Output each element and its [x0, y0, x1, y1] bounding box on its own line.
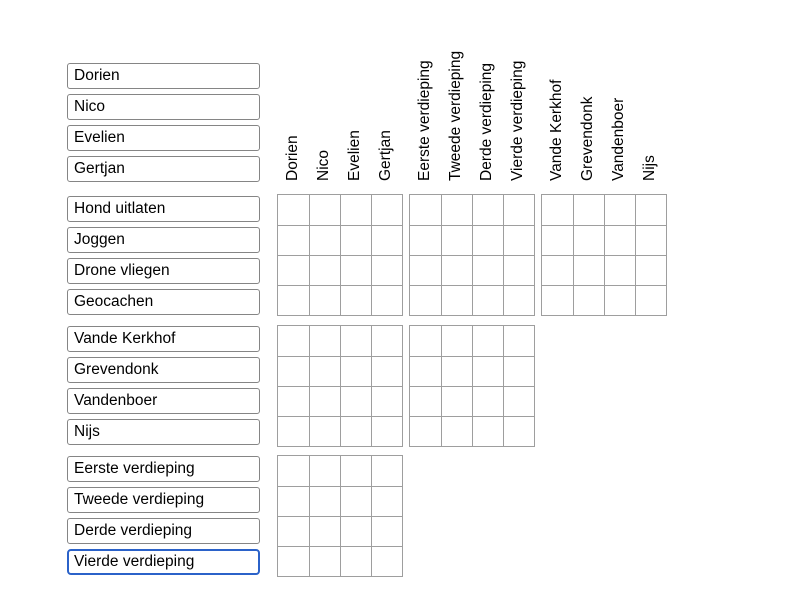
- grid-cell[interactable]: [604, 225, 635, 255]
- grid-cell[interactable]: [371, 516, 402, 546]
- grid-cell[interactable]: [371, 456, 402, 486]
- grid-cell[interactable]: [309, 516, 340, 546]
- grid-cell[interactable]: [340, 456, 371, 486]
- grid-cell[interactable]: [340, 255, 371, 285]
- grid-cell[interactable]: [309, 456, 340, 486]
- grid-cell[interactable]: [573, 195, 604, 225]
- col-header-grevendonk: Grevendonk: [579, 96, 596, 181]
- grid-cell[interactable]: [542, 225, 573, 255]
- grid-cell[interactable]: [472, 326, 503, 356]
- grid-cell[interactable]: [635, 195, 666, 225]
- input-eerste-verdieping[interactable]: [67, 456, 260, 482]
- grid-cell[interactable]: [410, 285, 441, 315]
- input-grevendonk[interactable]: [67, 357, 260, 383]
- grid-cell[interactable]: [472, 356, 503, 386]
- grid-cell[interactable]: [441, 285, 472, 315]
- grid-cell[interactable]: [410, 195, 441, 225]
- grid-cell[interactable]: [441, 416, 472, 446]
- input-derde-verdieping[interactable]: [67, 518, 260, 544]
- grid-cell[interactable]: [371, 285, 402, 315]
- grid-cell[interactable]: [278, 255, 309, 285]
- grid-activities-floors: [409, 194, 535, 316]
- grid-cell[interactable]: [371, 416, 402, 446]
- grid-cell[interactable]: [472, 386, 503, 416]
- grid-cell[interactable]: [573, 225, 604, 255]
- grid-cell[interactable]: [278, 225, 309, 255]
- input-gertjan[interactable]: [67, 156, 260, 182]
- grid-cell[interactable]: [410, 356, 441, 386]
- input-vandenboer[interactable]: [67, 388, 260, 414]
- grid-cell[interactable]: [278, 326, 309, 356]
- col-header-eerste-verdieping: Eerste verdieping: [416, 60, 433, 181]
- grid-cell[interactable]: [371, 195, 402, 225]
- grid-cell[interactable]: [278, 386, 309, 416]
- grid-cell[interactable]: [278, 516, 309, 546]
- grid-cell[interactable]: [340, 195, 371, 225]
- grid-cell[interactable]: [371, 225, 402, 255]
- grid-cell[interactable]: [410, 386, 441, 416]
- grid-cell[interactable]: [278, 416, 309, 446]
- grid-cell[interactable]: [503, 386, 534, 416]
- input-vierde-verdieping[interactable]: [67, 549, 260, 575]
- col-header-nijs: Nijs: [641, 155, 658, 181]
- grid-cell[interactable]: [278, 285, 309, 315]
- grid-cell[interactable]: [472, 285, 503, 315]
- col-header-tweede-verdieping: Tweede verdieping: [447, 50, 464, 181]
- grid-cell[interactable]: [340, 486, 371, 516]
- grid-activities-surnames: [541, 194, 667, 316]
- grid-cell[interactable]: [278, 195, 309, 225]
- grid-cell[interactable]: [604, 285, 635, 315]
- grid-cell[interactable]: [371, 546, 402, 576]
- grid-cell[interactable]: [503, 255, 534, 285]
- grid-cell[interactable]: [635, 285, 666, 315]
- grid-cell[interactable]: [278, 456, 309, 486]
- grid-cell[interactable]: [542, 285, 573, 315]
- grid-cell[interactable]: [278, 486, 309, 516]
- grid-cell[interactable]: [309, 195, 340, 225]
- grid-cell[interactable]: [278, 356, 309, 386]
- grid-cell[interactable]: [441, 386, 472, 416]
- col-header-evelien: Evelien: [346, 130, 363, 181]
- grid-cell[interactable]: [371, 326, 402, 356]
- grid-cell[interactable]: [410, 255, 441, 285]
- grid-cell[interactable]: [340, 516, 371, 546]
- col-header-vierde-verdieping: Vierde verdieping: [509, 60, 526, 181]
- input-nico[interactable]: [67, 94, 260, 120]
- grid-cell[interactable]: [309, 546, 340, 576]
- input-geocachen[interactable]: [67, 289, 260, 315]
- grid-cell[interactable]: [309, 255, 340, 285]
- col-header-derde-verdieping: Derde verdieping: [478, 62, 495, 181]
- grid-cell[interactable]: [278, 546, 309, 576]
- input-evelien[interactable]: [67, 125, 260, 151]
- grid-cell[interactable]: [410, 225, 441, 255]
- input-joggen[interactable]: [67, 227, 260, 253]
- grid-cell[interactable]: [340, 546, 371, 576]
- grid-cell[interactable]: [410, 326, 441, 356]
- category-group-floors: [67, 456, 260, 580]
- grid-surnames-floors: [409, 325, 535, 447]
- grid-cell[interactable]: [441, 195, 472, 225]
- grid-cell[interactable]: [371, 386, 402, 416]
- grid-cell[interactable]: [441, 255, 472, 285]
- grid-cell[interactable]: [309, 486, 340, 516]
- grid-floors-people: [277, 455, 403, 577]
- grid-cell[interactable]: [503, 225, 534, 255]
- grid-cell[interactable]: [371, 486, 402, 516]
- grid-cell[interactable]: [309, 416, 340, 446]
- col-header-dorien: Dorien: [284, 135, 301, 181]
- grid-cell[interactable]: [441, 225, 472, 255]
- grid-cell[interactable]: [340, 386, 371, 416]
- col-header-vandenboer: Vandenboer: [610, 97, 627, 181]
- grid-cell[interactable]: [410, 416, 441, 446]
- grid-cell[interactable]: [309, 326, 340, 356]
- grid-cell[interactable]: [309, 225, 340, 255]
- grid-cell[interactable]: [635, 225, 666, 255]
- col-header-gertjan: Gertjan: [377, 130, 394, 181]
- grid-cell[interactable]: [503, 416, 534, 446]
- grid-cell[interactable]: [371, 356, 402, 386]
- grid-cell[interactable]: [472, 195, 503, 225]
- grid-activities-people: [277, 194, 403, 316]
- col-header-nico: Nico: [315, 149, 332, 181]
- grid-cell[interactable]: [542, 255, 573, 285]
- grid-cell[interactable]: [371, 255, 402, 285]
- grid-cell[interactable]: [309, 356, 340, 386]
- category-group-surnames: [67, 326, 260, 450]
- grid-cell[interactable]: [573, 285, 604, 315]
- grid-cell[interactable]: [573, 255, 604, 285]
- input-tweede-verdieping[interactable]: [67, 487, 260, 513]
- grid-cell[interactable]: [340, 326, 371, 356]
- input-hond-uitlaten[interactable]: [67, 196, 260, 222]
- grid-cell[interactable]: [503, 326, 534, 356]
- grid-cell[interactable]: [340, 225, 371, 255]
- grid-cell[interactable]: [503, 356, 534, 386]
- grid-cell[interactable]: [604, 255, 635, 285]
- input-dorien[interactable]: [67, 63, 260, 89]
- category-group-activities: [67, 196, 260, 320]
- grid-cell[interactable]: [635, 255, 666, 285]
- grid-cell[interactable]: [472, 255, 503, 285]
- grid-cell[interactable]: [309, 386, 340, 416]
- input-drone-vliegen[interactable]: [67, 258, 260, 284]
- category-group-people: [67, 63, 260, 187]
- col-header-vande-kerkhof: Vande Kerkhof: [548, 79, 565, 181]
- grid-cell[interactable]: [503, 195, 534, 225]
- grid-cell[interactable]: [604, 195, 635, 225]
- grid-cell[interactable]: [340, 416, 371, 446]
- grid-cell[interactable]: [441, 326, 472, 356]
- grid-cell[interactable]: [340, 356, 371, 386]
- grid-cell[interactable]: [503, 285, 534, 315]
- grid-cell[interactable]: [309, 285, 340, 315]
- grid-cell[interactable]: [441, 356, 472, 386]
- grid-cell[interactable]: [542, 195, 573, 225]
- grid-cell[interactable]: [472, 416, 503, 446]
- input-vande-kerkhof[interactable]: [67, 326, 260, 352]
- grid-cell[interactable]: [340, 285, 371, 315]
- input-nijs[interactable]: [67, 419, 260, 445]
- grid-cell[interactable]: [472, 225, 503, 255]
- grid-surnames-people: [277, 325, 403, 447]
